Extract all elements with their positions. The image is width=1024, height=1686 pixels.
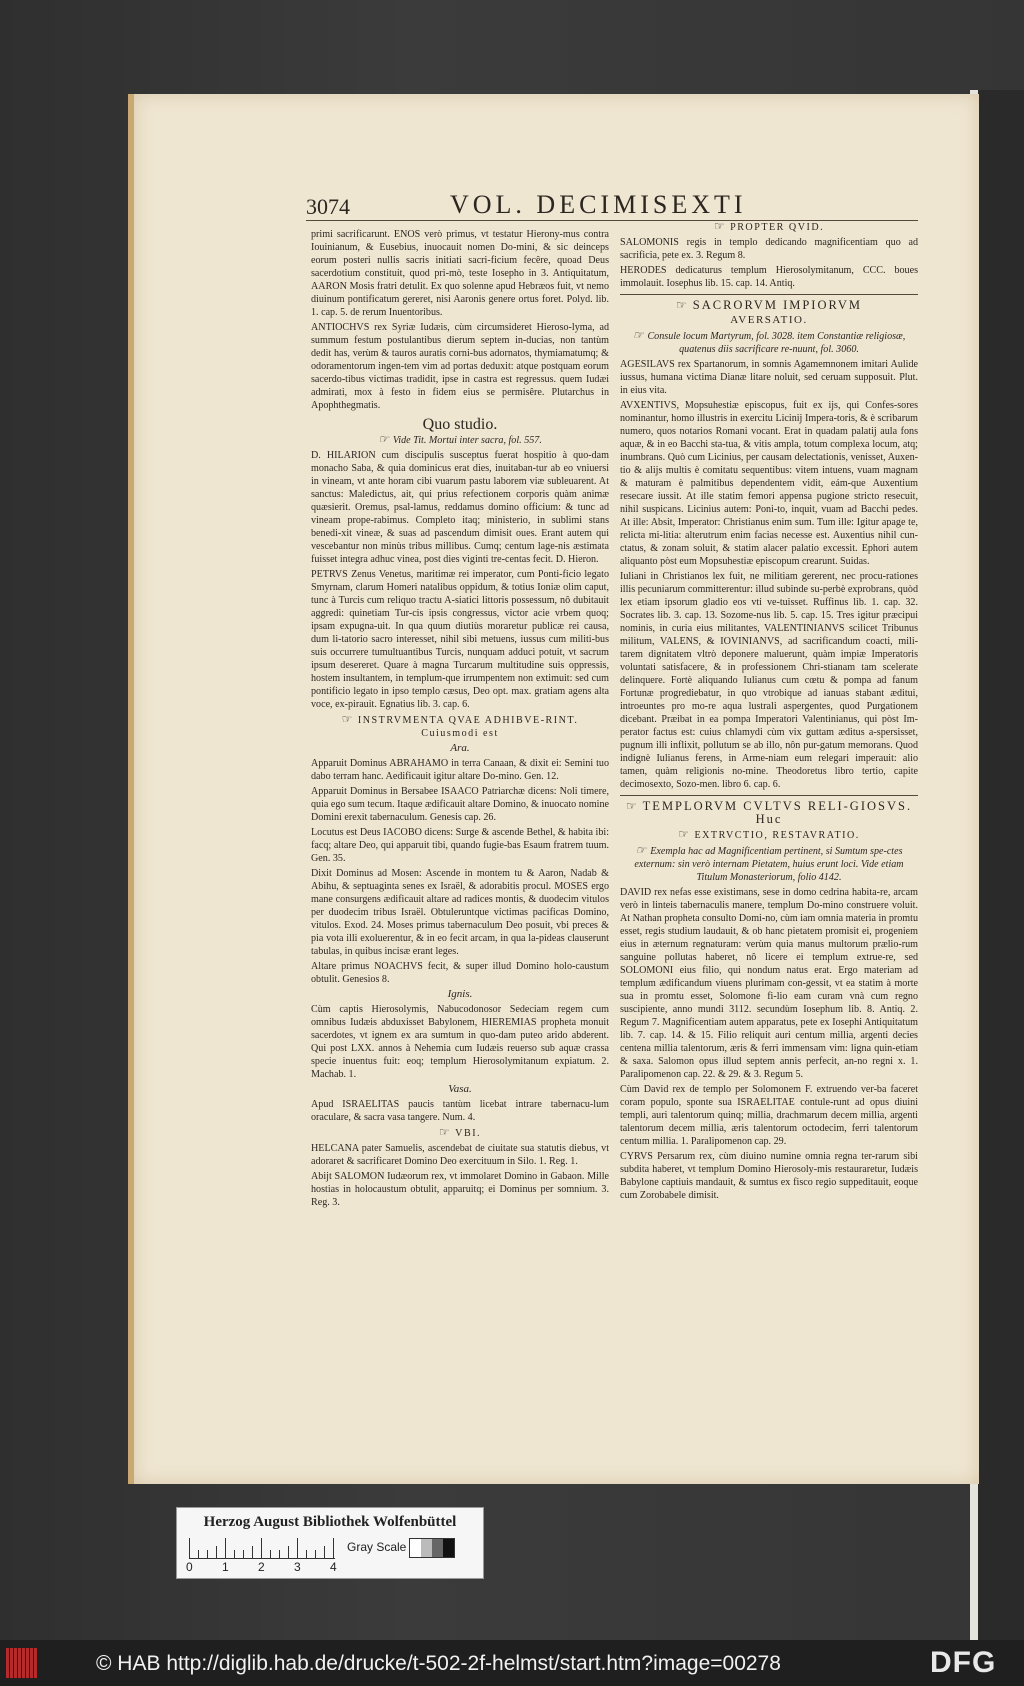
cross-reference <box>311 433 609 447</box>
library-label-title: Herzog August Bibliothek Wolfenbüttel <box>203 1514 457 1530</box>
cross-reference: ☞ Exempla hac ad Magnificentiam pertinent, si Sumtum spe-ctes externum: sin verò internam Pietatem, huius erunt loci. Vide etiam Titulum Monasteriorum, folio 4142. <box>634 843 904 883</box>
subheading-aversatio: AVERSATIO. <box>730 314 808 326</box>
subheading-vbi: ☞ VBI. <box>438 1125 482 1139</box>
paragraph: Abijt SALOMON Iudæorum rex, vt immolaret Domino in Gabaon. Mille hostias in holocaustum obtulit, apparuitq; ei Dominus per somnium. 3. Reg. 3. <box>311 1171 609 1208</box>
gray-scale-swatch <box>409 1538 455 1558</box>
paragraph: Apparuit Dominus ABRAHAMO in terra Canaan, & dixit ei: Semini tuo dabo terram hanc. Aedificauit igitur altare Do-mino. Gen. 12. <box>311 758 609 782</box>
pointing-hand-icon: ☞ <box>632 328 644 342</box>
paragraph: CYRVS Persarum rex, cùm diuino numine omnia regna ter-rarum sibi subdita haberet, vt templum Domino Hierosoly-mis restauraretur, Iudæis Babylone captiuis mandauit, & sumtus ex fisco regio suppeditauit, eoque cum Zorobabele dimisit. <box>620 1151 918 1201</box>
subheading-propter-quid: ☞ PROPTER QVID. <box>713 219 825 233</box>
paragraph: HERODES dedicaturus templum Hierosolymitanum, CCC. boues immolauit. Iosephus lib. 15. cap. 14. Antiq. <box>620 265 918 289</box>
subheading-ara: Ara. <box>450 742 470 754</box>
ruler <box>189 1538 335 1559</box>
dfg-logo: DFG <box>930 1646 997 1679</box>
subheading-ignis: Ignis. <box>447 988 473 1000</box>
paragraph: ANTIOCHVS rex Syriæ Iudæis, cùm circumsideret Hieroso-lyma, ad summum festum postulantibus dierum septem in-ducias, non tantùm dedit has, verùm & tauros auratis corni-bus adornatos, thymiamatumq; & odoramentorum ingen-tem vim ad portas deduxit: atque postquam eorum sacerdo-tibus victimas tradidit, ipse in castra est regressus. quem Iudæi admirati, mox à festo in fidem eius se permisêre. Plutarchus in Apophthegmatis. <box>311 322 609 411</box>
paragraph: SALOMONIS regis in templo dedicando magnificentiam quo ad sacrificia, pete ex. 3. Regum 8. <box>620 237 918 261</box>
paragraph: primi sacrificarunt. ENOS verò primus, vt testatur Hierony-mus contra Iouinianum, & Eusebius, inuocauit nomen Do-mini, & sic deinceps eorum posteri nullis sacris initiati sacri-ficium fecêre, quoad Deus sacerdotium constituit, quod pri-mò, teste Iosepho in 3. Antiquitatum, AARON Mosis fratri detulit. Ex quo solenne apud Hebræos fuit, vt nemo diuinum pontificatum gereret, nisi Aaronis genere ortus foret. Polyd. lib. 1. cap. 5. de rerum Inuentoribus. <box>311 229 609 318</box>
paragraph: DAVID rex nefas esse existimans, sese in domo cedrina habita-re, arcam verò in linteis tabernaculis manere, templum Do-mino construere voluit. At Nathan propheta consulto Domi-no, cùm iam omnia materia in promtu esset, regis studium laudauit, & ob hanc pietatem promisit ei, progeniem eius in æternum regnaturam: verùm quia manus multorum prælio-rum sanguine pollutas haberet, nô licere ei templum extrue-re, sed SOLOMONI eius filio, qui nondum natus erat. Ergo materiam ad templum ædificandum viuens plurimam con-gessit, vt ea statim à morte sua in promtu esset, Solomone fi-lio eam curam vnà cum regno suscipiente, anno mundi 3112. secundùm Iosephum lib. 8. Antiq. 2. Regum 7. Magnificentiam autem apparatus, pete ex Iosephi Antiquitatum lib. 7. cap. 14. & 15. Filio reliquit auri centum millia, argenti decies centena millia talentorum, æris & ferri immensam vim: ligna quin-etiam & saxa. Salomon opus illud septem annis perfecit, an-no regni x. 1. Paralipomenon cap. 22. & 29. & 3. Regum 5. <box>620 887 918 1080</box>
paragraph: PETRVS Zenus Venetus, maritimæ rei imperator, cum Ponti-ficio legato Smyrnam, clarum Homeri natalibus oppidum, & totius Ioniæ olim caput, tunc à Turcis cum reliquo tractu A-siatici littoris possessum, nô dubitauit aggredi: quinetiam Tur-cis ipsis congressus, victor acie vrbem quoq; ipsam expugna-uit. In qua quum diutiùs moraretur publicæ rei causa, dum li-tatorio sacro interesset, nihil sibi metuens, iussus cum militi-bus suis occurrere tumultuantibus Turcis, nunquam adduci potuit, vt sacrum ipsum desereret. Quare à magna Turcarum multitudine suis oppressis, hostem insultantem, in templum-que irrumpentem non extimuit: sed cum pontificio legato in ipso templo cæsus, Deo opt. max. gratiam agens alta voce, ex-pirauit. Egnatius lib. 3. cap. 6. <box>311 569 609 710</box>
pointing-hand-icon: ☞ <box>341 712 354 726</box>
section-heading-quo-studio: Quo studio. <box>422 416 498 433</box>
subheading-vasa: Vasa. <box>448 1083 472 1095</box>
paragraph: Altare primus NOACHVS fecit, & super illud Domino holo-caustum obtulit. Genesios 8. <box>311 961 609 985</box>
cross-reference-text: Vide Tit. Mortui inter sacra, fol. 557. <box>392 435 542 446</box>
subheading-extructio: ☞ EXTRVCTIO, RESTAVRATIO. <box>678 827 860 841</box>
pointing-hand-icon: ☞ <box>378 432 389 446</box>
gray-scale-label: Gray Scale <box>347 1540 407 1554</box>
paragraph: Locutus est Deus IACOBO dicens: Surge & ascende Bethel, & habita ibi: facq; altare Deo, qui apparuit tibi, quando fugie-bas Esaum fratrem tuum. Gen. 35. <box>311 827 609 864</box>
paragraph: Iuliani in Christianos lex fuit, ne militiam gererent, nec procu-rationes illis pecuniarum committerentur: illud subinde su-perbè exprobrans, quòd lex etiam ipsorum gladio eos vti ve-tuisset. Ruffinus lib. 1. cap. 32. Socrates lib. 3. cap. 13. Sozome-nus lib. 5. cap. 15. Tres igitur præcipui nominis, in curia eius militantes, VALENTINIANVS scilicet Tribunus militum, VALENS, & IOVINIANVS, ad sacrificandum coacti, mili-tarem dignitatem vltrò deponere maluerunt, quàm impiæ Imperatoris voluntati satisfacere, & in professionem Chri-stianam tam scelerate delinquere. Fortè aliquando Iulianus cum cœtu & pompa ad fanum Fortunæ progrediebatur, in quo vtrobique ad ianuas stabant æditui, introeuntes pro mo-re aqua lustrali aspergentes, quod Purgationem dicebant. Præibat in ea pompa Imperatori Valentinianus, qui pòst Im-perator factus est: cuius chlamydi cùm vix guttam æditus a-spersisset, pugnum illi inflixit, pollutum se ab illo, nôn pur-gatum memorans. Quod indignè Iulianus ferens, in Arme-niam eum relegari imperauit: alio tamen, quàm religionis no-mine. Theodoretus libro tertio, capite decimosexto, Sozo-men. libro 6. cap. 6. <box>620 571 918 790</box>
section-rule <box>620 294 918 295</box>
left-column <box>311 228 609 1211</box>
page-number: 3074 <box>306 194 350 219</box>
running-head: VOL. DECIMISEXTI <box>450 190 747 219</box>
paragraph: Apparuit Dominus in Bersabee ISAACO Patriarchæ dicens: Noli timere, quia ego sum tecum. Itaque ædificauit altare Domino, & inuocato nomine Domini erexit tabernaculum. Genesis cap. 26. <box>311 786 609 823</box>
footer-copyright-link[interactable]: © HAB http://diglib.hab.de/drucke/t-502-2f-helmst/start.htm?image=00278 <box>96 1652 781 1675</box>
paragraph: Cùm David rex de templo per Solomonem F. extruendo ver-ba faceret coram populo, sponte sua ISRAELITAE contule-runt ad opus diuini templi, auri talentorum quinq; millia, drachmarum decem millia, argenti talentorum decem millia, æris talentorum octodecim, ferri talentorum centum millia. 1. Paralipomenon cap. 29. <box>620 1084 918 1147</box>
cross-reference: ☞ Consule locum Martyrum, fol. 3028. item Constantiæ religiosæ, quatenus diis sacrificare re-nuunt, fol. 3060. <box>632 328 906 355</box>
section-heading-instrumenta: ☞ INSTRVMENTA QVAE ADHIBVE-RINT. Cuiusmodi est <box>341 712 579 739</box>
footer-bar <box>0 1640 1024 1686</box>
hab-logo-icon <box>6 1648 46 1678</box>
library-label: Herzog August Bibliothek Wolfenbüttel 0 1 2 3 4 Gray Scale <box>176 1507 484 1579</box>
paragraph: HELCANA pater Samuelis, ascendebat de ciuitate sua statutis diebus, vt adoraret & sacrificaret Domino Deo exercituum in Silo. 1. Reg. 1. <box>311 1143 609 1167</box>
pointing-hand-icon: ☞ <box>713 219 727 233</box>
paragraph: Dixit Dominus ad Mosen: Ascende in montem tu & Aaron, Nadab & Abihu, & septuaginta senes ex Israël, & adorabitis procul. MOSES ergo mane consurgens ædificauit altare ad radices montis, & duodecim vitulos per duodecim tribus Israël. Obtuleruntque victimas pacificas Domino, vitulos. Exod. 24. Moses primus tabernaculum Deo posuit, vbi preces & pia vota illi exoluerentur, & in eo fecit arcam, in qua la-pideas clauserunt tabulas, in quibus incisæ erant leges. <box>311 868 609 957</box>
paragraph: Cùm captis Hierosolymis, Nabucodonosor Sedeciam regem cum omnibus Iudæis abduxisset Babylonem, HIEREMIAS propheta monuit sacerdotes, vt ignem ex ara sumtum in quo-dam puteo arido abderent. Qui post LXX. annos à Nehemia cum Iudæis reuerso sub aquæ crassa specie inuentus fuit: eoq; templum Hierosolymitanum expiatum. 2. Machab. 1. <box>311 1004 609 1080</box>
paragraph: D. HILARION cum discipulis susceptus fuerat hospitio à quo-dam monacho Saba, & quia dominicus erat dies, inuitaban-tur ab eo vniuersi in vineam, vt ante horam cibi vuarum pastu laborem viæ subleuarent. At sanctus: Maledictus, ait, qui prius refectionem corporis quàm animæ quæsierit. Oremus, psal-lamus, reddamus domino officium: & tunc ad vineam prope-rabimus. Completo itaq; ministerio, in sublimi stans benedi-xit vineæ, & suas ad pascendum dimisit oues. Erant autem qui vescebantur non minùs tribus millibus. Cumq; centum lage-nis æstimata fuisset integra adhuc vinea, post dies viginti tre-centas fecit. D. Hieron. <box>311 450 609 565</box>
pointing-hand-icon: ☞ <box>676 298 689 312</box>
paragraph: AVXENTIVS, Mopsuhestiæ episcopus, fuit ex ijs, qui Confes-sores nominantur, homo illustris in exercitu Licinij Impera-toris, & è scribarum numero, quos notarios Romani vocant. Erat in quadam palatij aula fons aquæ, & in eo Bacchi sta-tua, & vitis ampla, totum complexa locum, atq; inumbrans. Quò cum Licinius, per causam delectationis, venisset, Auxen-tio & alijs multis è comitatu sequentibus: vitem intuens, vuam magnam & maturam è palmitibus dependentem vidit, eám-que Auxentium resecare iussit. At ille statim femori appensa pugione stricto resecuit, nihil suspicans. Licinius autem: Poni-to, inquit, vuam ad Bacchi pedes. At ille: Absit, Imperator: Christianus enim sum. Tum ille: Igitur apage te, relicta mi-litia: alterutrum enim facias necesse est. Auxentius nihil cun-ctatus, & zonam soluit, & statim alacer palatio excessit. Ephori autem aliquanto pòst eum Mopsuhestiæ episcopum crearunt. Suidas. <box>620 400 918 567</box>
paragraph: Apud ISRAELITAS paucis tantùm licebat intrare tabernacu-lum oraculare, & sacra vasa tangere. Num. 4. <box>311 1099 609 1123</box>
pointing-hand-icon: ☞ <box>438 1125 452 1139</box>
right-column <box>620 220 918 1204</box>
pointing-hand-icon: ☞ <box>625 799 639 813</box>
pointing-hand-icon: ☞ <box>635 843 647 857</box>
pointing-hand-icon: ☞ <box>678 827 691 841</box>
section-rule <box>620 795 918 796</box>
section-heading-templorum: ☞ TEMPLORVM CVLTVS RELI-GIOSVS. Huc <box>625 799 913 826</box>
section-heading-sacrorum: ☞ SACRORVM IMPIORVM <box>676 298 862 312</box>
paragraph: AGESILAVS rex Spartanorum, in somnis Agamemnonem imitari Aulide iussus, humana victima Dianæ litare noluit, sed ceruam supposuit. Plut. in eius vita. <box>620 359 918 396</box>
